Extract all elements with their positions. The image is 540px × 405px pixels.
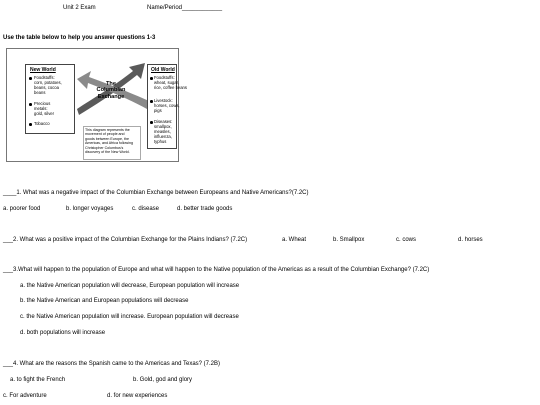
diagram-center-title: The Columbian Exchange <box>96 81 126 100</box>
q2-option-a[interactable]: a. Wheat <box>282 237 307 243</box>
new-world-box <box>25 64 75 134</box>
new-world-item-line: corn, potatoes, <box>34 80 62 85</box>
q4-option-d[interactable]: d. for new experiences <box>107 393 168 399</box>
diagram-caption: This diagram represents the movement of people and goods between Europe, the Americas, and Africa following Christopher Columbus's discovery of the New World. <box>83 126 141 160</box>
new-world-item-label: Tobacco <box>34 121 50 126</box>
q4-option-b[interactable]: b. Gold, god and glory <box>133 377 193 383</box>
q1-option-b[interactable]: b. longer voyages <box>66 206 114 212</box>
old-world-item-line: influenza, <box>154 134 172 139</box>
instruction-text: Use the table below to help you answer questions 1-3 <box>3 35 156 41</box>
exam-title: Unit 2 Exam <box>63 5 96 11</box>
bullet-icon <box>29 77 32 80</box>
old-world-item-line: smallpox, <box>154 124 172 129</box>
question-1-text: ____1. What was a negative impact of the Columbian Exchange between Europeans and Native Americans?(7.2C) <box>3 190 309 196</box>
bullet-icon <box>150 121 153 124</box>
q2-option-b[interactable]: b. Smallpox <box>333 237 365 243</box>
new-world-item-line: gold, silver <box>34 111 55 116</box>
q1-option-c[interactable]: c. disease <box>132 206 160 212</box>
old-world-item-line: horses, cows, <box>154 103 180 108</box>
old-world-item-line: pigs <box>154 108 162 113</box>
q2-option-c[interactable]: c. cows <box>396 237 417 243</box>
q3-option-d[interactable]: d. both populations will increase <box>20 330 106 336</box>
q4-option-a[interactable]: a. to fight the French <box>10 377 66 383</box>
old-world-item-line: measles, <box>154 129 171 134</box>
old-world-item-line: typhus <box>154 139 167 144</box>
old-world-item-line: rice, coffee beans <box>154 85 187 90</box>
question-2-text: ___2. What was a positive impact of the Columbian Exchange for the Plains Indians? (7.2C) <box>3 237 248 243</box>
new-world-item-line: beans <box>34 90 46 95</box>
columbian-exchange-diagram <box>6 48 187 162</box>
old-world-item-line: wheat, sugar, <box>154 80 179 85</box>
bullet-icon <box>150 100 153 103</box>
new-world-item-label: Foodstuffs: <box>34 75 55 80</box>
new-world-heading: New World <box>30 67 56 73</box>
q3-option-c[interactable]: c. the Native American population will increase. European population will decrease <box>20 314 239 320</box>
q1-option-a[interactable]: a. poorer food <box>3 206 41 212</box>
q3-option-b[interactable]: b. the Native American and European populations will decrease <box>20 298 189 304</box>
question-4-text: ___4. What are the reasons the Spanish came to the Americas and Texas? (7.2B) <box>3 361 221 367</box>
old-world-box <box>147 64 187 149</box>
question-3-text: ___3.What will happen to the population of Europe and what will happen to the Native population of the Americas as a result of the Columbian Exchange? (7.2C) <box>3 267 430 273</box>
old-world-item-label: Livestock: <box>154 98 173 103</box>
q1-option-d[interactable]: d. better trade goods <box>177 206 233 212</box>
old-world-item-label: Foodstuffs: <box>154 75 175 80</box>
new-world-item-label: Precious <box>34 101 51 106</box>
name-period-line: Name/Period____________ <box>147 5 223 11</box>
bullet-icon <box>150 77 153 80</box>
old-world-item-label: Diseases: <box>154 119 173 124</box>
new-world-item-line: beans, cocoa <box>34 85 59 90</box>
q2-option-d[interactable]: d. horses <box>458 237 483 243</box>
bullet-icon <box>29 103 32 106</box>
q3-option-a[interactable]: a. the Native American population will decrease, European population will increase <box>20 283 240 289</box>
old-world-heading: Old World <box>151 67 175 73</box>
new-world-item-line: metals: <box>34 106 48 111</box>
q4-option-c[interactable]: c. For adventure <box>3 393 47 399</box>
bullet-icon <box>29 123 32 126</box>
